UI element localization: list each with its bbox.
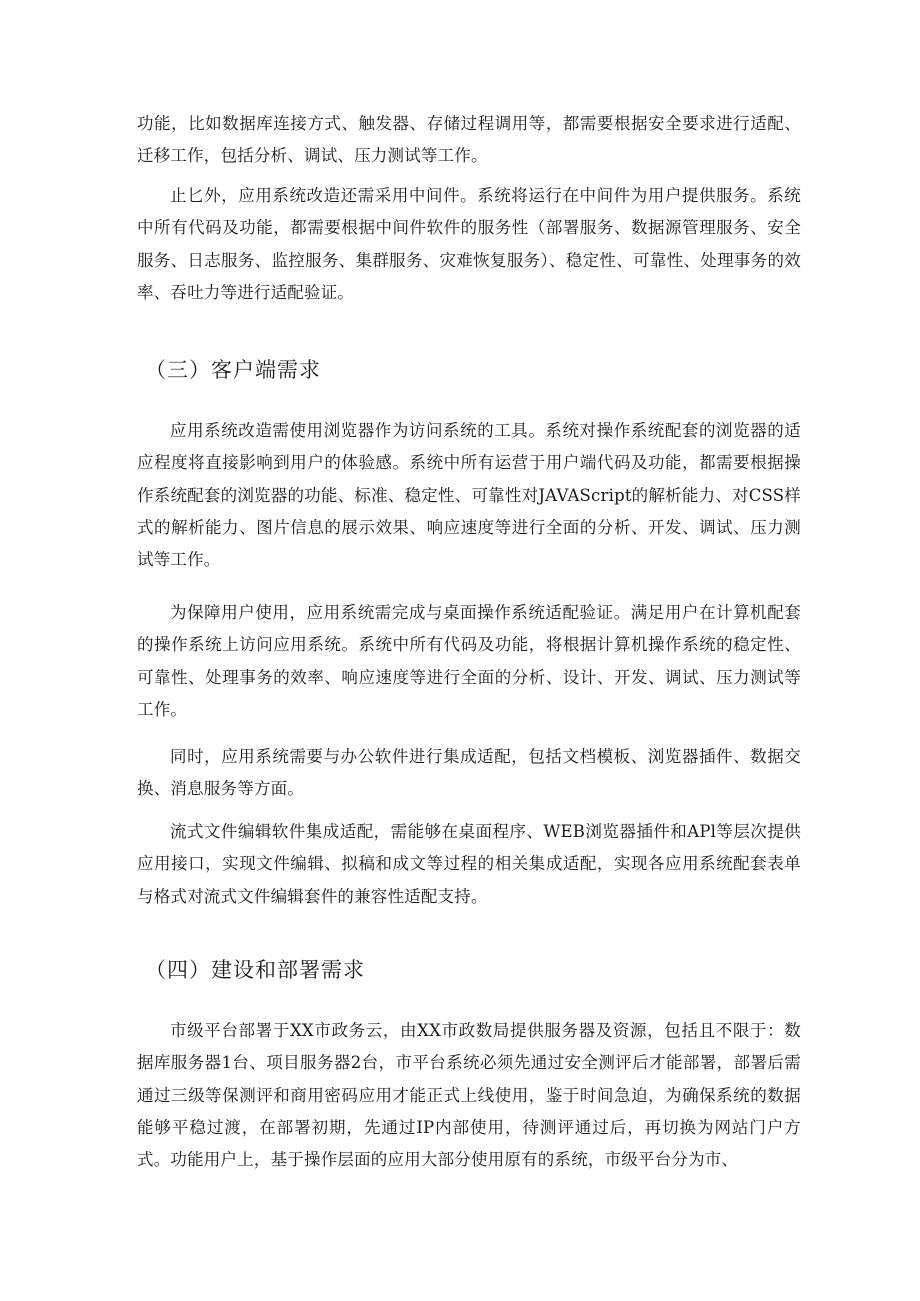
paragraph-desktop-os-adaptation: 为保障用户使用，应用系统需完成与桌面操作系统适配验证。满足用户在计算机配套的操作系统上访问应用系统。系统中所有代码及功能，将根据计算机操作系统的稳定性、可靠性、处理事务的效率、响应速度等进行全面的分析、设计、开发、调试、压力测试等工作。 xyxy=(137,603,801,719)
paragraph-stream-file-editor: 流式文件编辑软件集成适配，需能够在桌面程序、WEB浏览器插件和APl等层次提供应用接口，实现文件编辑、拟稿和成文等过程的相关集成适配，实现各应用系统配套表单与格式对流式文件编辑套件的兼容性适配支持。 xyxy=(137,822,801,906)
paragraph-deployment: 市级平台部署于XX市政务云，由XX市政数局提供服务器及资源，包括且不限于：数据库服务器1台、项目服务器2台，市平台系统必须先通过安全测评后才能部署，部署后需通过三级等保测评和商用密码应用才能正式上线使用，鉴于时间急迫，为确保系统的数据能够平稳过渡，在部署初期，先通过IP内部使用，待测评通过后，再切换为网站门户方式。功能用户上，基于操作层面的应用大部分使用原有的系统，市级平台分为市、 xyxy=(137,1021,801,1170)
paragraph-office-software-integration: 同时，应用系统需要与办公软件进行集成适配，包括文档模板、浏览器插件、数据交换、消息服务等方面。 xyxy=(137,747,801,799)
paragraph-browser-adaptation: 应用系统改造需使用浏览器作为访问系统的工具。系统对操作系统配套的浏览器的适应程度将直接影响到用户的体验感。系统中所有运营于用户端代码及功能，都需要根据操作系统配套的浏览器的功能、标准、稳定性、可靠性对JAVAScript的解析能力、对CSS样式的解析能力、图片信息的展示效果、响应速度等进行全面的分析、开发、调试、压力测试等工作。 xyxy=(137,421,801,570)
paragraph-middleware: 止匕外，应用系统改造还需采用中间件。系统将运行在中间件为用户提供服务。系统中所有代码及功能，都需要根据中间件软件的服务性（部署服务、数据源管理服务、安全服务、日志服务、监控服务、集群服务、灾难恢复服务）、稳定性、可靠性、处理事务的效率、吞吐力等进行适配验证。 xyxy=(137,186,801,302)
section-heading-deployment-requirements: （四）建设和部署需求 xyxy=(145,958,365,982)
section-heading-client-requirements: （三）客户端需求 xyxy=(145,358,321,382)
paragraph-database-adaptation: 功能，比如数据库连接方式、触发器、存储过程调用等，都需要根据安全要求进行适配、迁移工作，包括分析、调试、压力测试等工作。 xyxy=(137,114,801,166)
